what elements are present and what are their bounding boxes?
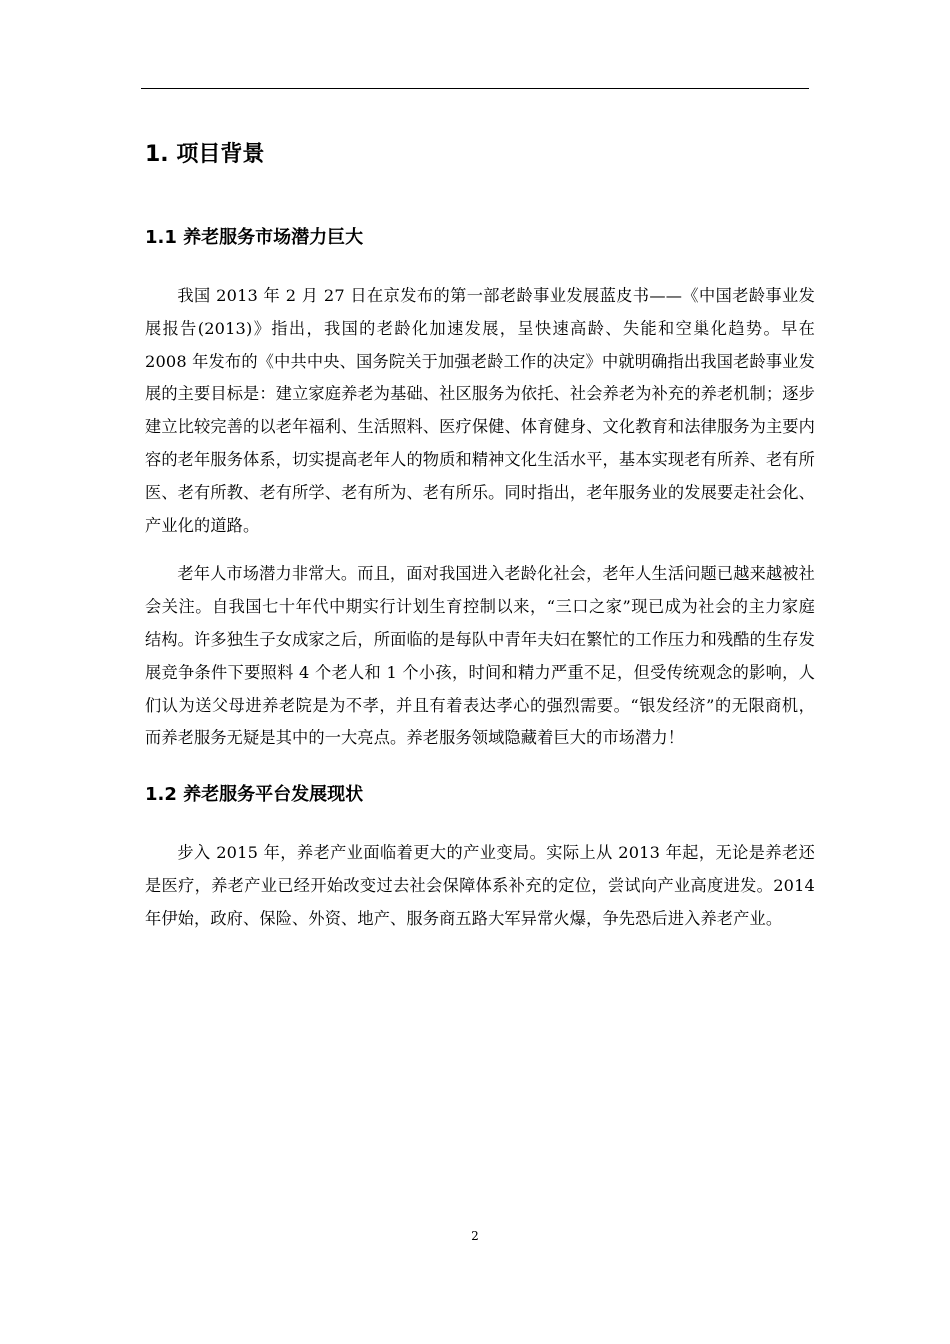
paragraph-1-2-a: 步入 2015 年，养老产业面临着更大的产业变局。实际上从 2013 年起，无论是养老还是医疗，养老产业已经开始改变过去社会保障体系补充的定位，尝试向产业高度进发。2014 年伊始，政府、保险、外资、地产、服务商五路大军异常火爆，争先恐后进入养老产业。 [145, 843, 815, 928]
paragraph-1-1-a: 我国 2013 年 2 月 27 日在京发布的第一部老龄事业发展蓝皮书——《中国老龄事业发展报告(2013)》指出，我国的老龄化加速发展，呈快速高龄、失能和空巢化趋势。早在 2008 年发布的《中共中央、国务院关于加强老龄工作的决定》中就明确指出我国老龄事业发展的主要目标是：建立家庭养老为基础、社区服务为依托、社会养老为补充的养老机制；逐步建立比较完善的以老年福利、生活照料、医疗保健、体育健身、文化教育和法律服务为主要内容的老年服务体系，切实提高老年人的物质和精神文化生活水平，基本实现老有所养、老有所医、老有所教、老有所学、老有所为、老有所乐。同时指出，老年服务业的发展要走社会化、产业化的道路。 [145, 286, 815, 535]
header-rule [141, 88, 809, 89]
page-number: 2 [471, 1229, 479, 1243]
subsection-heading-1-1: 1.1 养老服务市场潜力巨大 [145, 227, 364, 248]
paragraph-1-1-b: 老年人市场潜力非常大。而且，面对我国进入老龄化社会，老年人生活问题已越来越被社会关注。自我国七十年代中期实行计划生育控制以来，“三口之家”现已成为社会的主力家庭结构。许多独生子女成家之后，所面临的是每队中青年夫妇在繁忙的工作压力和残酷的生存发展竞争条件下要照料 4 个老人和 1 个小孩，时间和精力严重不足，但受传统观念的影响，人们认为送父母进养老院是为不孝，并且有着表达孝心的强烈需要。“银发经济”的无限商机，而养老服务无疑是其中的一大亮点。养老服务领域隐藏着巨大的市场潜力！ [145, 564, 815, 748]
document-body [145, 132, 815, 936]
section-heading: 1. 项目背景 [145, 142, 265, 167]
subsection-heading-1-2: 1.2 养老服务平台发展现状 [145, 784, 364, 806]
